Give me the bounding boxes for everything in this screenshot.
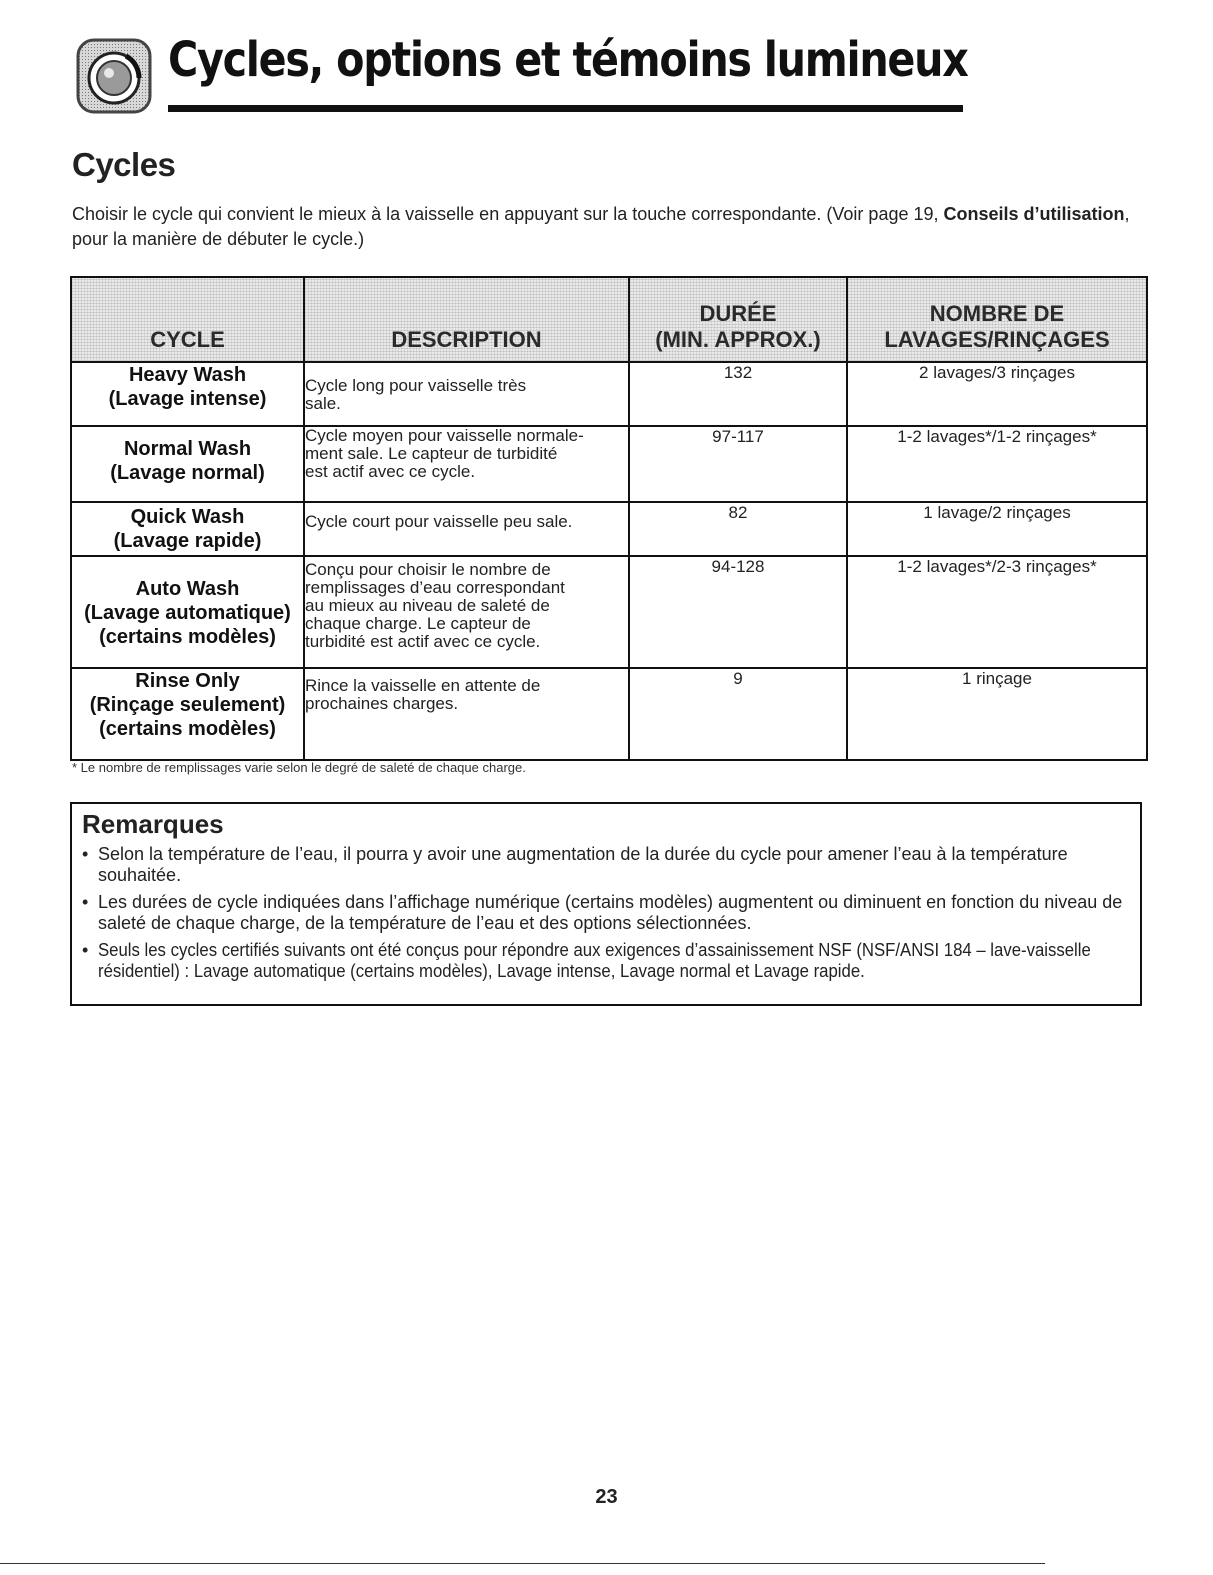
washes-cell: 1 lavage/2 rinçages: [847, 502, 1147, 556]
cycle-name-fr: (Lavage intense): [108, 388, 267, 410]
description-cell: [304, 668, 629, 760]
cycle-note: (certains modèles): [99, 626, 276, 648]
table-row: [71, 668, 1147, 760]
description-line: au mieux au niveau de saleté de: [305, 596, 550, 615]
table-row: [71, 556, 1147, 668]
washes-cell: 2 lavages/3 rinçages: [847, 362, 1147, 426]
duration-cell: 97-117: [629, 426, 847, 502]
remark-text: Seuls les cycles certifiés suivants ont été conçus pour répondre aux exigences d’assainissement NSF (NSF/ANSI 184 – lave-vaisselle résidentiel) : Lavage automatique (certains modèles), Lavage intense, Lavage normal et Lavage rapide.: [98, 940, 1091, 981]
cycle-name: Heavy Wash: [128, 364, 247, 386]
cycles-table: [70, 276, 1148, 761]
column-header-washes: [847, 277, 1147, 362]
washes-cell: 1 rinçage: [847, 668, 1147, 760]
description-cell: [304, 362, 629, 426]
description-line: Cycle long pour vaisselle très: [305, 376, 527, 395]
description-line: turbidité est actif avec ce cycle.: [305, 632, 541, 651]
list-item: [82, 892, 1132, 934]
description-cell: [304, 502, 629, 556]
list-item: [82, 844, 1132, 886]
washes-cell: 1-2 lavages*/2-3 rinçages*: [847, 556, 1147, 668]
table-row: [71, 502, 1147, 556]
column-header-description: DESCRIPTION: [304, 277, 629, 362]
page-number: 23: [595, 1486, 618, 1508]
table-header-row: [71, 277, 1147, 362]
duration-cell: 94-128: [629, 556, 847, 668]
cycle-name: Normal Wash: [123, 438, 252, 460]
column-header-duration: [629, 277, 847, 362]
column-header-cycle: CYCLE: [71, 277, 304, 362]
description-line: Conçu pour choisir le nombre de: [305, 560, 551, 579]
duration-cell: 132: [629, 362, 847, 426]
cycle-note: (certains modèles): [99, 718, 276, 740]
bullet-icon: •: [82, 940, 89, 960]
description-line: Rince la vaisselle en attente de: [305, 676, 541, 695]
remarks-list: [82, 844, 1132, 988]
duration-cell: 82: [629, 502, 847, 556]
title-underline: [168, 105, 963, 112]
cycle-name-fr: (Lavage automatique): [84, 602, 291, 624]
description-line: remplissages d’eau correspondant: [305, 578, 565, 597]
duration-cell: 9: [629, 668, 847, 760]
cycle-name: Quick Wash: [130, 506, 245, 528]
list-item: [82, 940, 1132, 982]
description-line: ment sale. Le capteur de turbidité: [305, 444, 558, 463]
remarks-box: [70, 802, 1142, 1006]
description-line: Cycle court pour vaisselle peu sale.: [305, 512, 573, 531]
column-header-duration-line1: DURÉE: [699, 301, 777, 326]
intro-link-text: Conseils d’utilisation: [943, 204, 1125, 224]
washes-cell: 1-2 lavages*/1-2 rinçages*: [847, 426, 1147, 502]
cycle-name: Rinse Only: [135, 670, 240, 692]
cycle-name-fr: (Rinçage seulement): [89, 694, 286, 716]
remark-text: Selon la température de l’eau, il pourra y avoir une augmentation de la durée du cycle pour amener l’eau à la température souhaitée.: [98, 844, 1068, 885]
cycle-name-fr: (Lavage rapide): [113, 530, 262, 552]
description-cell: [304, 556, 629, 668]
cycle-name-cell: [71, 502, 304, 556]
cycle-name-cell: [71, 426, 304, 502]
cycle-name-cell: [71, 556, 304, 668]
bottom-rule: [0, 1563, 1045, 1564]
bullet-icon: •: [82, 844, 89, 864]
table-footnote: * Le nombre de remplissages varie selon le degré de saleté de chaque charge.: [72, 760, 526, 775]
section-title: Cycles: [72, 146, 176, 183]
dishwasher-dial-icon: [76, 38, 152, 114]
column-header-washes-line1: NOMBRE DE: [929, 301, 1065, 326]
cycle-name-cell: [71, 362, 304, 426]
intro-text-end: , pour la manière de débuter le cycle.): [72, 204, 1130, 249]
description-cell: [304, 426, 629, 502]
remark-text: Les durées de cycle indiquées dans l’affichage numérique (certains modèles) augmentent ou diminuent en fonction du niveau de saleté de chaque charge, de la température de l’eau et des options sélectionnées.: [98, 892, 1123, 933]
cycle-name-cell: [71, 668, 304, 760]
table-row: [71, 426, 1147, 502]
column-header-duration-line2: (MIN. APPROX.): [655, 327, 821, 352]
description-line: chaque charge. Le capteur de: [305, 614, 531, 633]
description-line: sale.: [305, 394, 341, 413]
bullet-icon: •: [82, 892, 89, 912]
cycle-name: Auto Wash: [135, 578, 240, 600]
column-header-washes-line2: LAVAGES/RINÇAGES: [884, 327, 1110, 352]
remarks-title: Remarques: [82, 809, 224, 839]
page-title: Cycles, options et témoins lumineux: [168, 32, 968, 88]
table-row: [71, 362, 1147, 426]
description-line: prochaines charges.: [305, 694, 459, 713]
intro-text: Choisir le cycle qui convient le mieux à la vaisselle en appuyant sur la touche correspondante. (Voir page 19,: [72, 204, 944, 224]
intro-paragraph: [72, 202, 1152, 252]
cycle-name-fr: (Lavage normal): [110, 462, 265, 484]
description-line: Cycle moyen pour vaisselle normale-: [305, 426, 584, 445]
description-line: est actif avec ce cycle.: [305, 462, 476, 481]
